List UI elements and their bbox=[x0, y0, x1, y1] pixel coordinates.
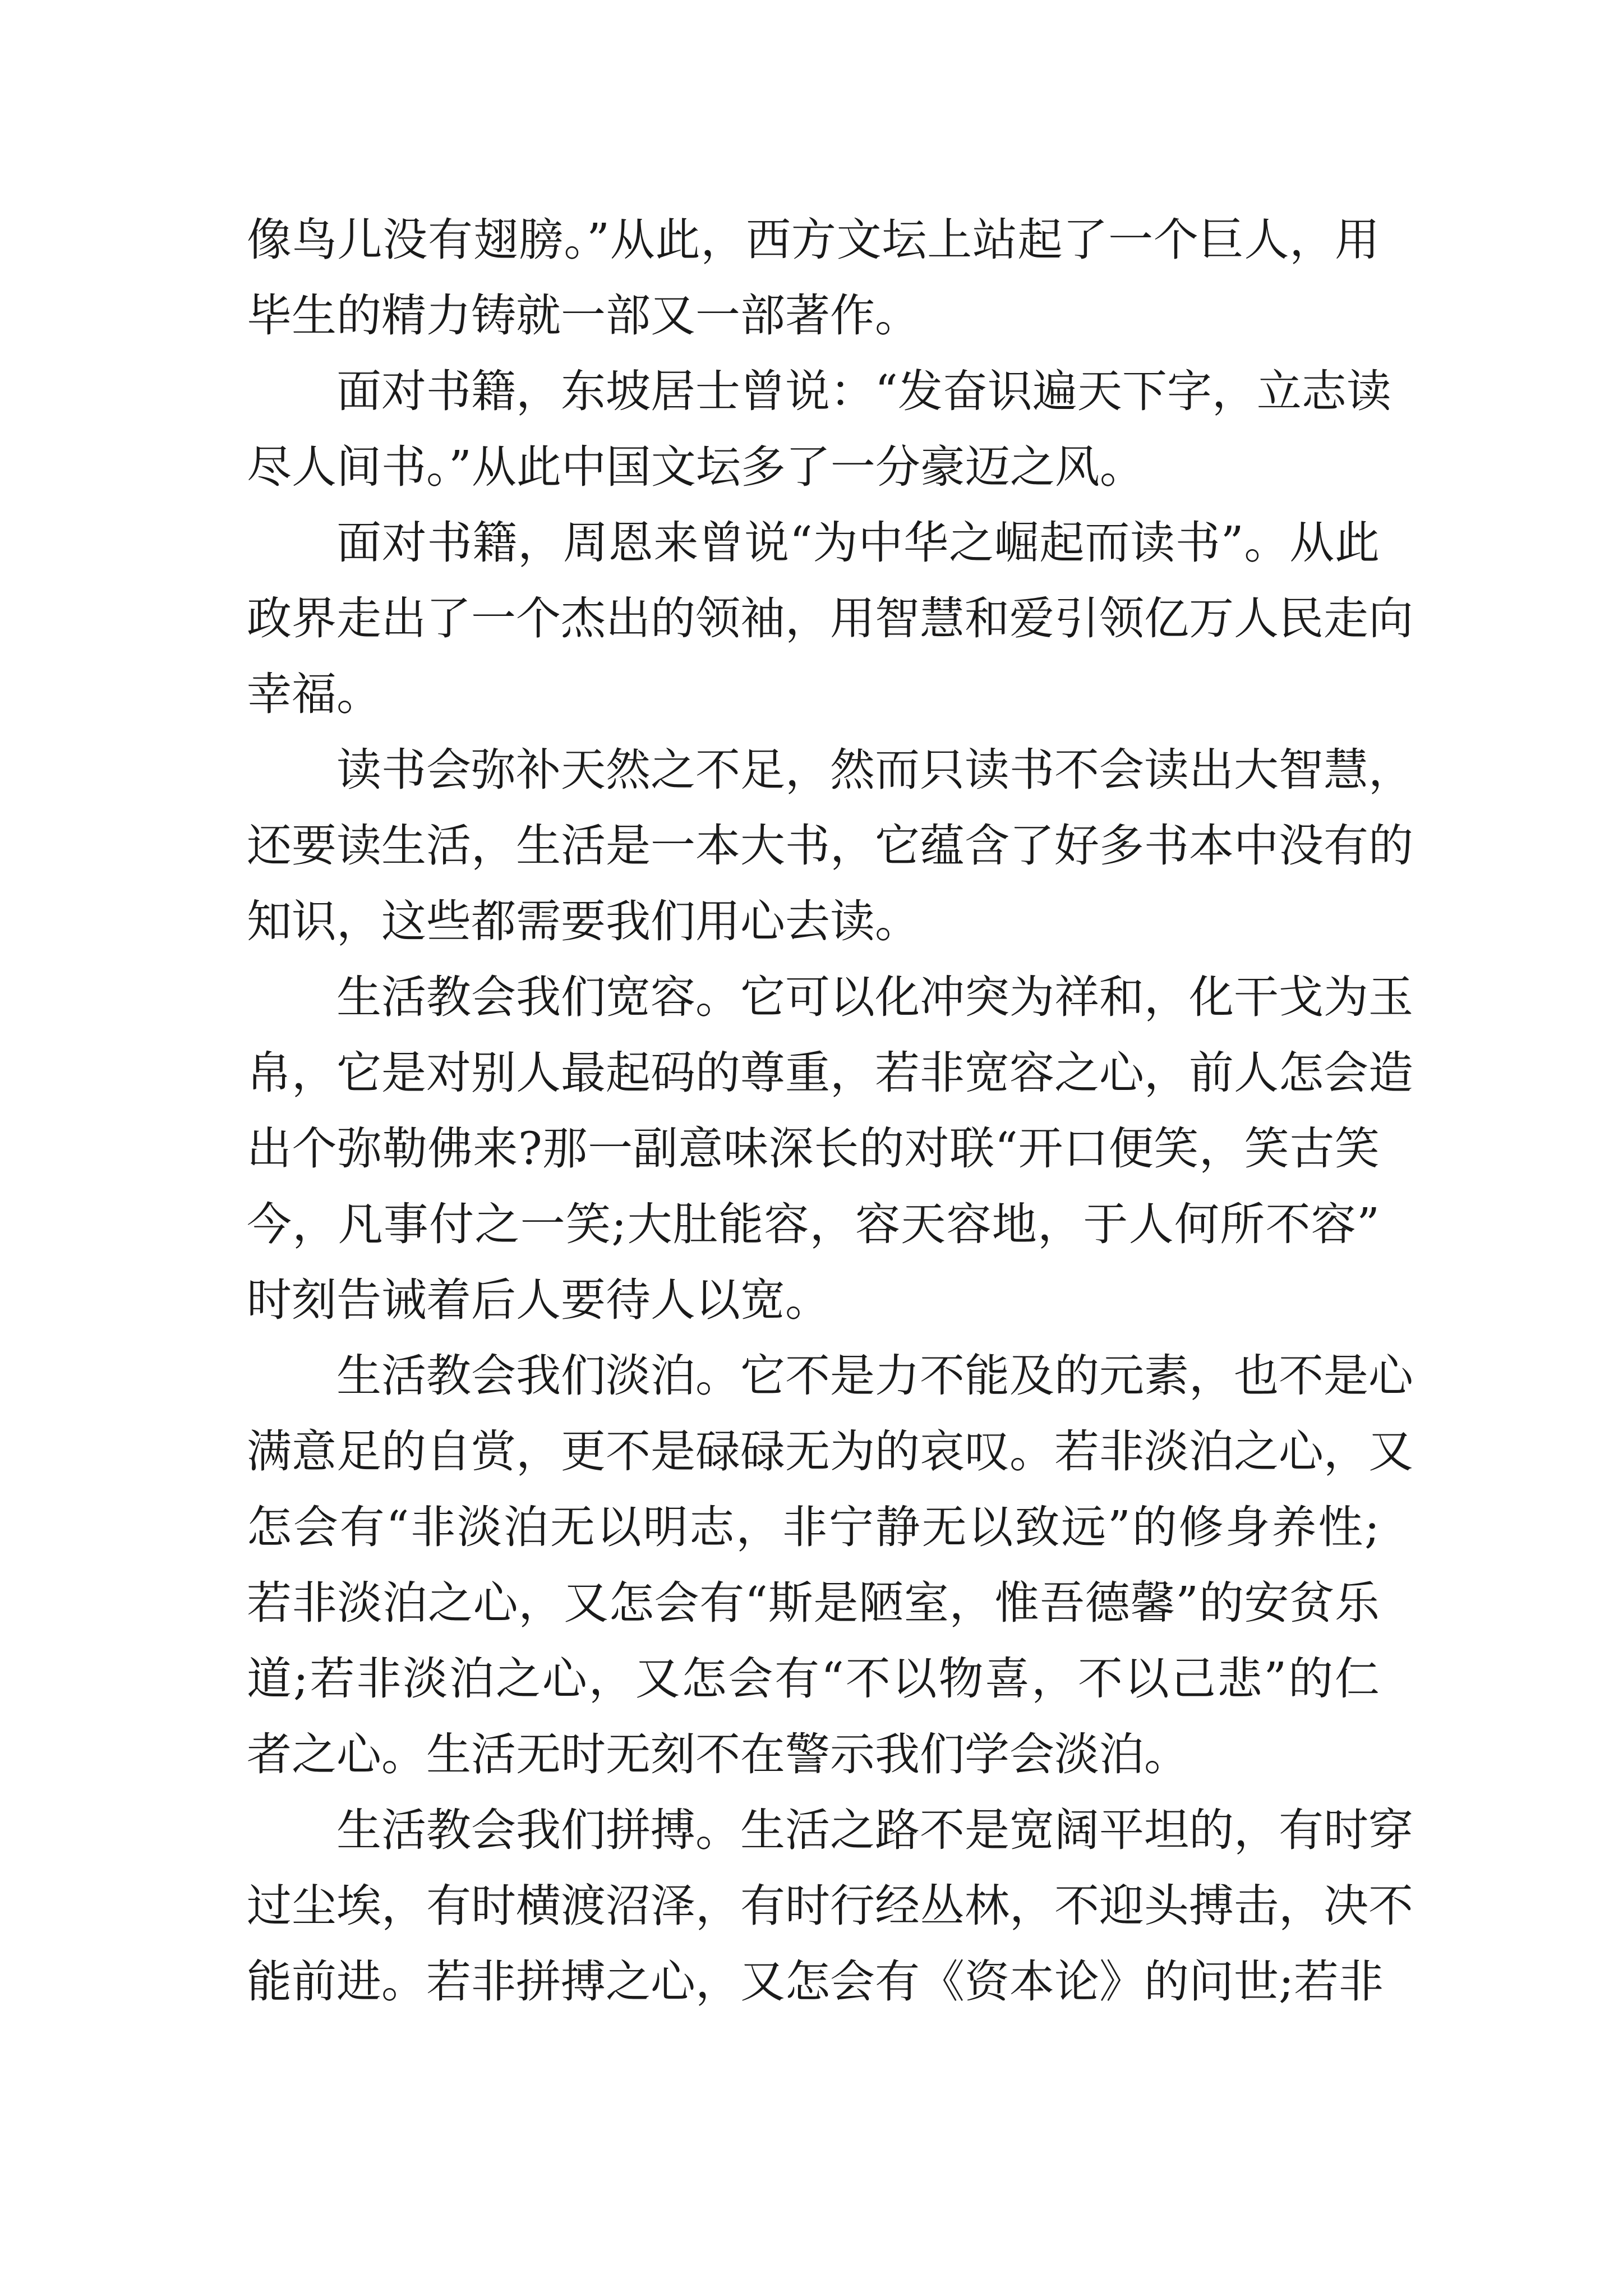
text-line: 政界走出了一个杰出的领袖，用智慧和爱引领亿万人民走向 bbox=[247, 592, 1413, 645]
text-line: 读书会弥补天然之不足，然而只读书不会读出大智慧， bbox=[336, 744, 1413, 796]
text-line: 出个弥勒佛来?那一副意味深长的对联“开口便笑，笑古笑 bbox=[247, 1122, 1380, 1175]
text-line: 今，凡事付之一笑;大肚能容，容天容地，于人何所不容” bbox=[247, 1198, 1380, 1250]
text-line: 知识，这些都需要我们用心去读。 bbox=[247, 895, 920, 947]
text-line: 像鸟儿没有翅膀。”从此，西方文坛上站起了一个巨人，用 bbox=[247, 214, 1380, 266]
text-line: 若非淡泊之心，又怎会有“斯是陋室，惟吾德馨”的安贫乐 bbox=[247, 1577, 1380, 1629]
body-text bbox=[247, 202, 1413, 2019]
text-line: 帛，它是对别人最起码的尊重，若非宽容之心，前人怎会造 bbox=[247, 1047, 1413, 1099]
text-line: 还要读生活，生活是一本大书，它蕴含了好多书本中没有的 bbox=[247, 820, 1413, 872]
text-line: 生活教会我们拼搏。生活之路不是宽阔平坦的，有时穿 bbox=[336, 1804, 1413, 1856]
text-line: 道;若非淡泊之心，又怎会有“不以物喜，不以己悲”的仁 bbox=[247, 1653, 1380, 1705]
text-line: 生活教会我们宽容。它可以化冲突为祥和，化干戈为玉 bbox=[336, 971, 1413, 1023]
text-line: 幸福。 bbox=[247, 668, 381, 720]
text-line: 毕生的精力铸就一部又一部著作。 bbox=[247, 289, 920, 342]
text-line: 能前进。若非拼搏之心，又怎会有《资本论》的问世;若非 bbox=[247, 1955, 1384, 2008]
text-line: 面对书籍，周恩来曾说“为中华之崛起而读书”。从此 bbox=[336, 517, 1380, 569]
text-line: 过尘埃，有时横渡沼泽，有时行经丛林，不迎头搏击，决不 bbox=[247, 1880, 1413, 1932]
text-line: 尽人间书。”从此中国文坛多了一分豪迈之风。 bbox=[247, 441, 1145, 493]
text-line: 时刻告诫着后人要待人以宽。 bbox=[247, 1274, 830, 1326]
text-line: 者之心。生活无时无刻不在警示我们学会淡泊。 bbox=[247, 1728, 1189, 1780]
text-line: 满意足的自赏，更不是碌碌无为的哀叹。若非淡泊之心，又 bbox=[247, 1425, 1413, 1478]
text-line: 面对书籍，东坡居士曾说：“发奋识遍天下字，立志读 bbox=[336, 365, 1391, 417]
text-line: 怎会有“非淡泊无以明志，非宁静无以致远”的修身养性; bbox=[247, 1501, 1380, 1553]
text-line: 生活教会我们淡泊。它不是力不能及的元素，也不是心 bbox=[336, 1350, 1413, 1402]
